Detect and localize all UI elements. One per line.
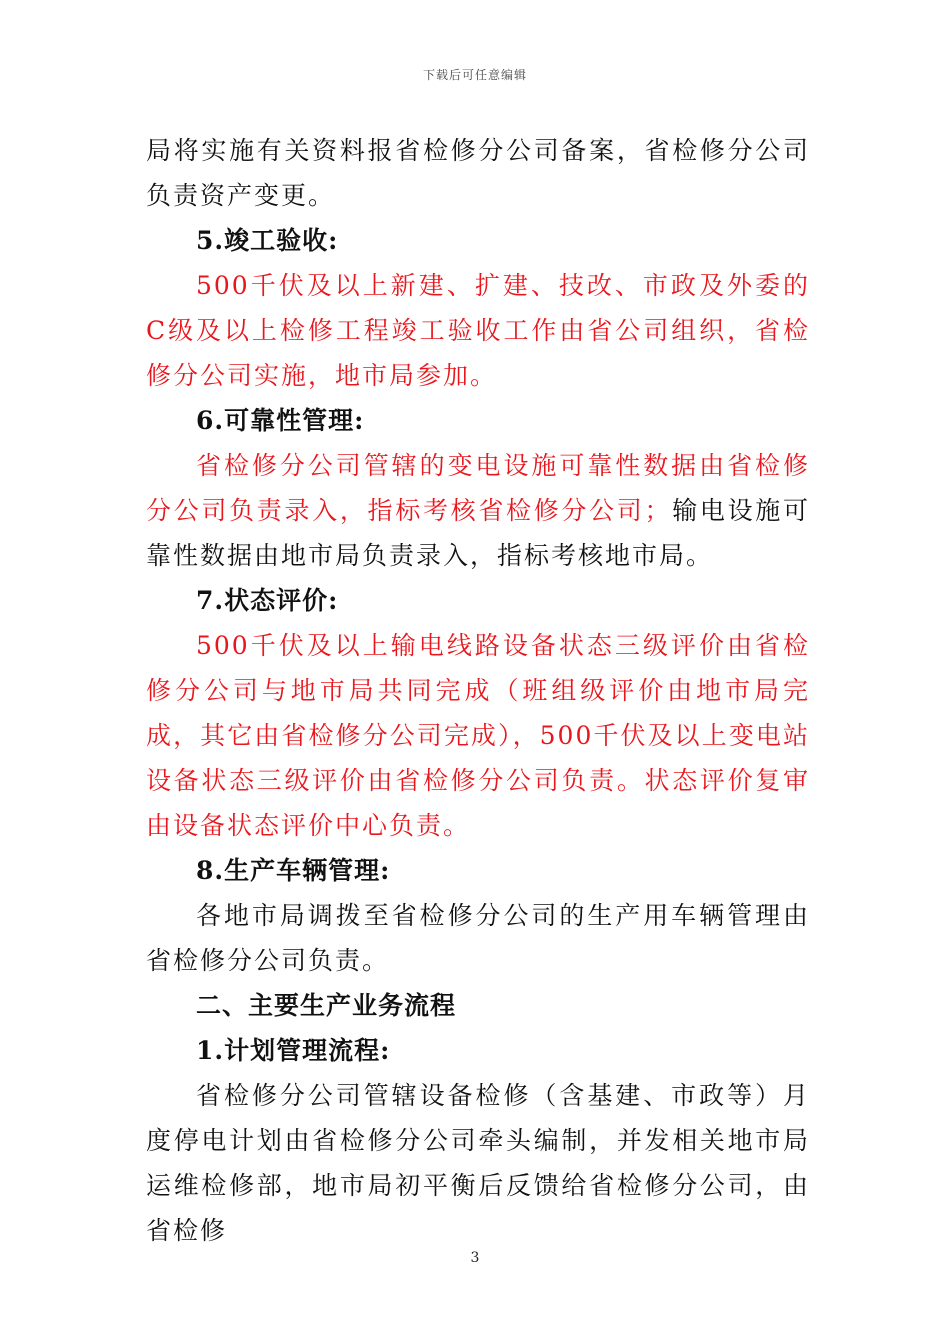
document-body [146,128,810,1253]
heading-reliability-management: 6.可靠性管理: [196,406,365,435]
reliability-transmission-text: 输电设施可靠性数据由地市局负责录入，指标考核地市局。 [146,496,810,570]
paragraph-reliability-management [146,443,810,578]
paragraph-plan-management-process: 省检修分公司管辖设备检修（含基建、市政等）月度停电计划由省检修分公司牵头编制，并发相关地市局运维检修部，地市局初平衡后反馈给省检修分公司，由省检修 [146,1081,810,1245]
heading-condition-evaluation: 7.状态评价: [196,586,339,615]
paragraph-condition-evaluation: 500千伏及以上输电线路设备状态三级评价由省检修分公司与地市局共同完成（班组级评价由地市局完成，其它由省检修分公司完成），500千伏及以上变电站设备状态三级评价由省检修分公司负责。状态评价复审由设备状态评价中心负责。 [146,631,810,840]
heading-completion-acceptance: 5.竣工验收: [196,226,339,255]
heading-plan-management-process: 1.计划管理流程: [196,1036,391,1065]
reliability-substation-text: 省检修分公司管辖的变电设施可靠性数据由省检修分公司负责录入，指标考核省检修分公司； [146,451,810,525]
paragraph-vehicle-management: 各地市局调拨至省检修分公司的生产用车辆管理由省检修分公司负责。 [146,901,810,975]
page-number: 3 [470,1250,480,1266]
paragraph-completion-acceptance: 500千伏及以上新建、扩建、技改、市政及外委的C级及以上检修工程竣工验收工作由省公司组织，省检修分公司实施，地市局参加。 [146,271,810,390]
heading-main-business-process: 二、主要生产业务流程 [196,991,457,1020]
heading-vehicle-management: 8.生产车辆管理: [196,856,391,885]
paragraph-asset-change: 局将实施有关资料报省检修分公司备案，省检修分公司负责资产变更。 [146,136,810,210]
page-header: 下载后可任意编辑 [422,68,527,82]
